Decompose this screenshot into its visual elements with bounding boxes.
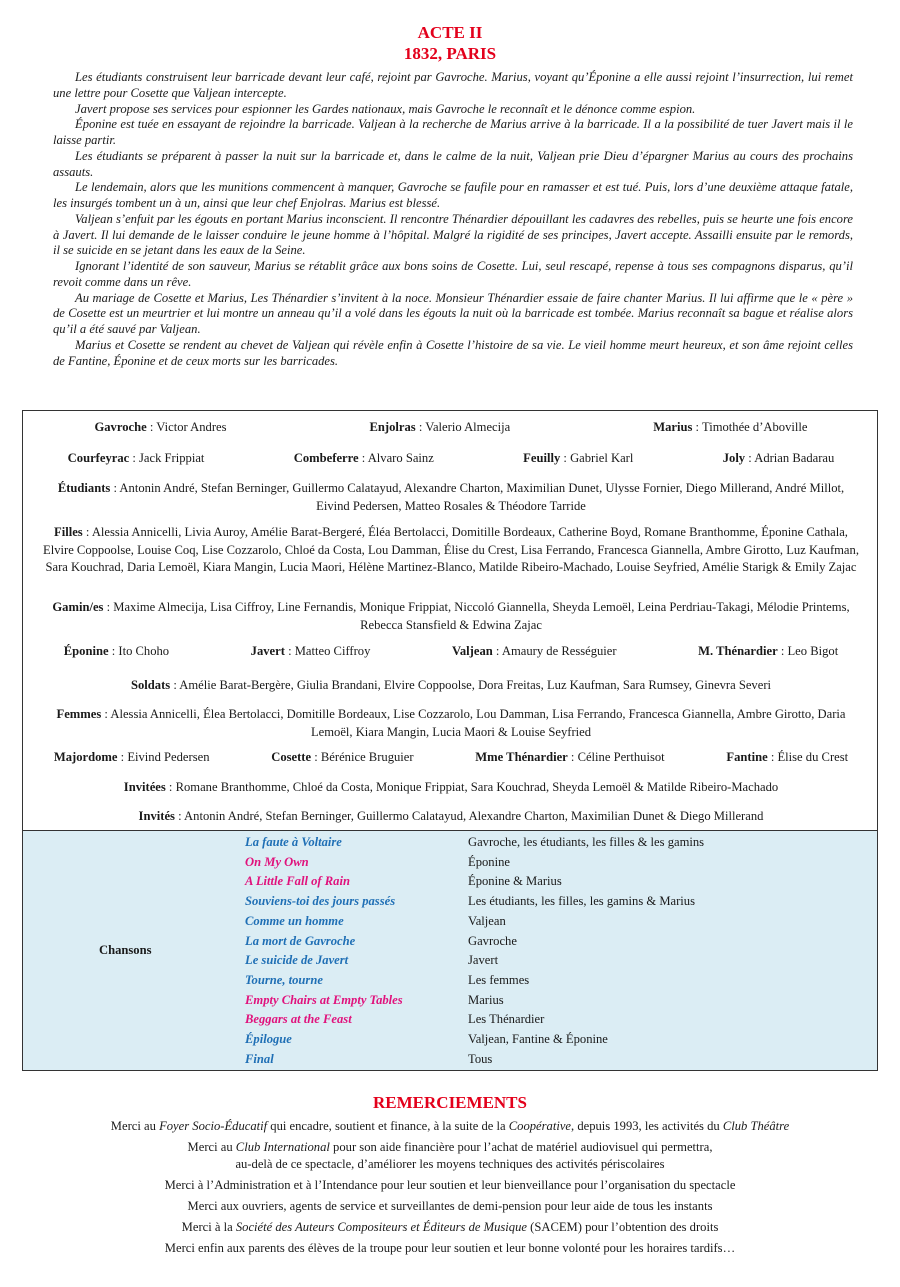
role-name: Marius bbox=[653, 420, 693, 434]
song-performers: Javert bbox=[468, 953, 499, 968]
cast-row-leads bbox=[23, 644, 879, 659]
cast-group-femmes: Femmes : Alessia Annicelli, Élea Bertolacci, Domitille Bordeaux, Lise Cozzarolo, Lou Damman, Lisa Ferrando, Francesca Giannella, Ambre Girotto, Daria Lemoël, Kiara Mangin, Lucia Maori & Louise Seyfried bbox=[56, 707, 846, 739]
song-performers: Marius bbox=[468, 992, 504, 1007]
role-name: M. Thénardier bbox=[698, 644, 778, 658]
songs-label: Chansons bbox=[99, 943, 152, 957]
actor-list: Amélie Barat-Bergère, Giulia Brandani, Elvire Coppoolse, Dora Freitas, Luz Kaufman, Sara Rumsey, Ginevra Severi bbox=[179, 678, 772, 692]
song-row bbox=[23, 914, 879, 934]
thanks-text: (SACEM) pour l’obtention des droits bbox=[527, 1220, 719, 1234]
actor-name: Matteo Ciffroy bbox=[294, 644, 371, 658]
thanks-text: Merci au bbox=[187, 1140, 236, 1154]
cast-entry: Joly : Adrian Badarau bbox=[722, 451, 835, 465]
song-title: Beggars at the Feast bbox=[245, 1012, 352, 1027]
song-title: Comme un homme bbox=[245, 913, 344, 928]
actor-list: Antonin André, Stefan Berninger, Guillermo Calatayud, Alexandre Charton, Maximilian Dunet, Ulysse Fornier, Diego Millerand, André Millot, Eivind Pedersen, Matteo Rosales & Théodore Tarride bbox=[119, 481, 845, 513]
actor-name: Victor Andres bbox=[156, 420, 227, 434]
song-row bbox=[23, 1052, 879, 1072]
actor-name: Gabriel Karl bbox=[570, 451, 634, 465]
cast-group-invitees: Invitées : Romane Branthomme, Chloé da Costa, Monique Frippiat, Sara Kouchrad, Sheyda Lemoël & Matilde Ribeiro-Machado bbox=[123, 780, 779, 794]
actor-name: Timothée d’Aboville bbox=[701, 420, 808, 434]
song-row bbox=[23, 835, 879, 855]
role-name: Majordome bbox=[53, 750, 118, 764]
cast-row-students-named bbox=[23, 451, 879, 466]
role-name: Combeferre bbox=[293, 451, 359, 465]
cast-group-filles: Filles : Alessia Annicelli, Livia Auroy, Amélie Barat-Bergeré, Éléa Bertolacci, Domitille Bordeaux, Catherine Boyd, Romane Branthomme, Éponine Cathala, Elvire Coppoolse, Louise Coq, Lise Cozzarolo, Chloé da Costa, Lou Damman, Élise du Crest, Lisa Ferrando, Francesca Giannella, Ambre Girotto, Luz Kaufman, Sara Kouchrad, Daria Lemoël, Kiara Mangin, Lucia Maori, Hélène Martinez-Blanco, Matilde Ribeiro-Machado, Louise Seyfried, Amélie Starigk & Emily Zajac bbox=[43, 525, 859, 574]
song-title: On My Own bbox=[245, 854, 309, 869]
song-performers: Gavroche bbox=[468, 933, 517, 948]
song-title: La mort de Gavroche bbox=[245, 933, 356, 948]
actor-name: Alvaro Sainz bbox=[367, 451, 434, 465]
cast-entry: Javert : Matteo Ciffroy bbox=[250, 644, 371, 658]
synopsis-paragraph: Javert propose ses services pour espionner les Gardes nationaux, mais Gavroche le reconnaît et le dénonce comme espion. bbox=[75, 101, 696, 116]
actor-list: Antonin André, Stefan Berninger, Guillermo Calatayud, Alexandre Charton, Maximilian Dunet & Diego Millerand bbox=[184, 809, 764, 823]
thanks-text: Club International bbox=[235, 1140, 330, 1154]
song-performers: Valjean bbox=[468, 913, 506, 928]
actor-list: Alessia Annicelli, Élea Bertolacci, Domitille Bordeaux, Lise Cozzarolo, Lou Damman, Lisa Ferrando, Francesca Giannella, Ambre Girotto, Daria Lemoël, Kiara Mangin, Lucia Maori & Louise Seyfried bbox=[110, 707, 846, 739]
cast-table bbox=[22, 410, 878, 830]
song-performers: Les femmes bbox=[468, 972, 530, 987]
role-name: Courfeyrac bbox=[67, 451, 130, 465]
song-performers: Tous bbox=[468, 1051, 493, 1066]
cast-entry: Gavroche : Victor Andres bbox=[94, 420, 227, 434]
role-name: Cosette bbox=[271, 750, 312, 764]
thanks-text: Foyer Socio-Éducatif bbox=[159, 1119, 268, 1133]
thanks-text: pour son aide financière pour l’achat de matériel audiovisuel qui permettra, bbox=[329, 1140, 713, 1154]
synopsis-paragraph: Éponine est tuée en essayant de rejoindre la barricade. Valjean à la recherche de Marius arrive à la barricade. Il a la possibilité de tuer Javert mais il le laisse partir. bbox=[53, 117, 853, 147]
cast-group-invites: Invités : Antonin André, Stefan Berninger, Guillermo Calatayud, Alexandre Charton, Maximilian Dunet & Diego Millerand bbox=[138, 809, 764, 823]
role-name: Femmes bbox=[56, 707, 102, 721]
cast-entry: Majordome : Eivind Pedersen bbox=[53, 750, 210, 764]
song-row bbox=[23, 1032, 879, 1052]
role-name: Invitées bbox=[123, 780, 166, 794]
actor-list: Alessia Annicelli, Livia Auroy, Amélie Barat-Bergeré, Éléa Bertolacci, Domitille Bordeaux, Catherine Boyd, Romane Branthomme, Éponine Cathala, Elvire Coppoolse, Louise Coq, Lise Cozzarolo, Chloé da Costa, Lou Damman, Élise du Crest, Lisa Ferrando, Francesca Giannella, Ambre Girotto, Luz Kaufman, Sara Kouchrad, Daria Lemoël, Kiara Mangin, Lucia Maori, Hélène Martinez-Blanco, Matilde Ribeiro-Machado, Louise Seyfried, Amélie Starigk & Emily Zajac bbox=[43, 525, 859, 574]
role-name: Gamin/es bbox=[52, 600, 104, 614]
synopsis-paragraph: Ignorant l’identité de son sauveur, Marius se rétablit grâce aux bons soins de Cosette. Lui, seul rescapé, repense à tous ses compagnons disparus, qu’il revoit comme dans un rêve. bbox=[53, 259, 853, 289]
cast-group-gamins: Gamin/es : Maxime Almecija, Lisa Ciffroy, Line Fernandis, Monique Frippiat, Niccoló Giannella, Sheyda Lemoël, Leina Perdriau-Takagi, Mélodie Printems, Rebecca Stansfield & Edwina Zajac bbox=[52, 600, 850, 632]
synopsis-paragraph: Le lendemain, alors que les munitions commencent à manquer, Gavroche se faufile pour en ramasser et est tué. Puis, lors d’une deuxième attaque fatale, les insurgés tombent un à un, ainsi que leur chef Enjolras. Marius est blessé. bbox=[53, 180, 853, 210]
cast-row-wedding bbox=[23, 750, 879, 765]
actor-name: Eivind Pedersen bbox=[127, 750, 210, 764]
actor-name: Bérénice Bruguier bbox=[320, 750, 414, 764]
song-row bbox=[23, 855, 879, 875]
song-row bbox=[23, 934, 879, 954]
actor-name: Ito Choho bbox=[118, 644, 170, 658]
cast-entry: Combeferre : Alvaro Sainz bbox=[293, 451, 434, 465]
role-name: Fantine bbox=[726, 750, 768, 764]
synopsis-paragraph: Les étudiants construisent leur barricade devant leur café, rejoint par Gavroche. Marius, voyant qu’Éponine a elle aussi rejoint l’insurrection, lui remet une lettre pour Cosette que Valjean intercepte. bbox=[53, 70, 853, 100]
role-name: Éponine bbox=[63, 644, 109, 658]
song-title: Épilogue bbox=[245, 1032, 292, 1046]
role-name: Valjean bbox=[451, 644, 493, 658]
role-name: Soldats bbox=[130, 678, 171, 692]
cast-row-principals bbox=[23, 420, 879, 435]
song-title: Le suicide de Javert bbox=[245, 953, 349, 968]
act-title: ACTE II bbox=[417, 23, 483, 42]
thanks-text: , depuis 1993, les activités du bbox=[571, 1119, 723, 1133]
cast-entry: Cosette : Bérénice Bruguier bbox=[271, 750, 414, 764]
synopsis bbox=[53, 70, 853, 369]
synopsis-paragraph: Au mariage de Cosette et Marius, Les Thénardier s’invitent à la noce. Monsieur Thénardier essaie de faire chanter Marius. Il lui affirme que le « père » de Cosette est un meurtrier et lui montre un anneau qu’il a volé dans les égouts la nuit où la barricade est tombée. Marius reconnaît sa bague et réalise alors qu’il a été sauvé par Valjean. bbox=[53, 290, 853, 336]
synopsis-paragraph: Les étudiants se préparent à passer la nuit sur la barricade et, dans le calme de la nuit, Valjean prie Dieu d’épargner Marius au cours des prochains assauts. bbox=[53, 148, 853, 179]
song-row bbox=[23, 1012, 879, 1032]
song-performers: Les Thénardier bbox=[468, 1012, 545, 1027]
song-row bbox=[23, 874, 879, 894]
songs-table bbox=[22, 830, 878, 1071]
act-header bbox=[0, 22, 900, 64]
song-row bbox=[23, 894, 879, 914]
thanks-line bbox=[40, 1219, 860, 1236]
cast-entry: Enjolras : Valerio Almecija bbox=[369, 420, 511, 434]
thanks-text: Coopérative bbox=[508, 1119, 572, 1133]
synopsis-paragraph: Valjean s’enfuit par les égouts en portant Marius inconscient. Il rencontre Thénardier dépouillant les cadavres des rebelles, puis se heurte une fois encore à Javert. Il lui demande de le laisser conduire le jeune homme à l’hôpital. Malgré la rigidité de ses principes, Javert accepte. Assailli ensuite par le remords, il se suicide en se jetant dans les eaux de la Seine. bbox=[53, 211, 853, 258]
actor-name: Amaury de Rességuier bbox=[501, 644, 617, 658]
actor-list: Romane Branthomme, Chloé da Costa, Monique Frippiat, Sara Kouchrad, Sheyda Lemoël & Matilde Ribeiro-Machado bbox=[175, 780, 779, 794]
thanks-text: au-delà de ce spectacle, d’améliorer les moyens techniques des activités périscolaires bbox=[235, 1157, 665, 1171]
thanks-line: Merci enfin aux parents des élèves de la troupe pour leur soutien et leur bonne volonté pour les horaires tardifs… bbox=[164, 1241, 736, 1255]
song-title: Empty Chairs at Empty Tables bbox=[245, 992, 403, 1007]
song-row bbox=[23, 973, 879, 993]
role-name: Gavroche bbox=[94, 420, 147, 434]
role-name: Joly bbox=[722, 451, 746, 465]
thanks-text: qui encadre, soutient et finance, à la suite de la bbox=[267, 1119, 509, 1133]
thanks-line bbox=[40, 1118, 860, 1135]
thanks-text: Club Théâtre bbox=[722, 1119, 790, 1133]
cast-entry: Feuilly : Gabriel Karl bbox=[523, 451, 634, 465]
thanks-section bbox=[40, 1118, 860, 1261]
song-title: Souviens-toi des jours passés bbox=[245, 894, 396, 909]
song-performers: Valjean, Fantine & Éponine bbox=[468, 1032, 608, 1046]
role-name: Mme Thénardier bbox=[475, 750, 568, 764]
thanks-text: Merci à la bbox=[181, 1220, 236, 1234]
song-performers: Gavroche, les étudiants, les filles & les gamins bbox=[468, 835, 705, 849]
cast-entry: Éponine : Ito Choho bbox=[63, 644, 170, 658]
song-performers: Éponine bbox=[468, 854, 510, 869]
cast-entry: Mme Thénardier : Céline Perthuisot bbox=[475, 750, 665, 764]
song-performers: Éponine & Marius bbox=[468, 874, 562, 889]
cast-group-etudiants: Étudiants : Antonin André, Stefan Berninger, Guillermo Calatayud, Alexandre Charton, Maximilian Dunet, Ulysse Fornier, Diego Millerand, André Millot, Eivind Pedersen, Matteo Rosales & Théodore Tarride bbox=[57, 481, 845, 513]
synopsis-paragraph: Marius et Cosette se rendent au chevet de Valjean qui révèle enfin à Cosette l’histoire de sa vie. Le vieil homme meurt heureux, et son âme rejoint celles de Fantine, Éponine et de ceux morts sur les barricades. bbox=[53, 337, 853, 368]
song-title: Final bbox=[245, 1051, 274, 1066]
actor-name: Céline Perthuisot bbox=[577, 750, 665, 764]
role-name: Feuilly bbox=[523, 451, 561, 465]
role-name: Filles bbox=[54, 525, 83, 539]
thanks-title: REMERCIEMENTS bbox=[373, 1093, 527, 1112]
song-row bbox=[23, 953, 879, 973]
song-title: La faute à Voltaire bbox=[245, 835, 342, 849]
song-row bbox=[23, 993, 879, 1013]
actor-list: Maxime Almecija, Lisa Ciffroy, Line Fernandis, Monique Frippiat, Niccoló Giannella, Sheyda Lemoël, Leina Perdriau-Takagi, Mélodie Printems, Rebecca Stansfield & Edwina Zajac bbox=[113, 600, 850, 632]
cast-entry: Fantine : Élise du Crest bbox=[726, 750, 849, 764]
thanks-line bbox=[40, 1139, 860, 1173]
role-name: Invités bbox=[138, 809, 175, 823]
actor-name: Valerio Almecija bbox=[425, 420, 511, 434]
cast-entry: Courfeyrac : Jack Frippiat bbox=[67, 451, 205, 465]
role-name: Javert bbox=[250, 644, 285, 658]
thanks-line: Merci à l’Administration et à l’Intendance pour leur soutien et leur bienveillance pour l’organisation du spectacle bbox=[164, 1178, 736, 1192]
cast-group-soldats: Soldats : Amélie Barat-Bergère, Giulia Brandani, Elvire Coppoolse, Dora Freitas, Luz Kaufman, Sara Rumsey, Ginevra Severi bbox=[130, 678, 772, 692]
actor-name: Leo Bigot bbox=[787, 644, 839, 658]
role-name: Enjolras bbox=[369, 420, 416, 434]
thanks-text: Société des Auteurs Compositeurs et Éditeurs de Musique bbox=[235, 1220, 527, 1234]
song-performers: Les étudiants, les filles, les gamins & Marius bbox=[468, 894, 696, 909]
thanks-line: Merci aux ouvriers, agents de service et surveillantes de demi-pension pour leur aide de tous les instants bbox=[187, 1199, 713, 1213]
actor-name: Élise du Crest bbox=[777, 750, 849, 764]
cast-entry: M. Thénardier : Leo Bigot bbox=[698, 644, 839, 658]
actor-name: Adrian Badarau bbox=[754, 451, 835, 465]
cast-entry: Marius : Timothée d’Aboville bbox=[653, 420, 808, 434]
cast-entry: Valjean : Amaury de Rességuier bbox=[451, 644, 617, 658]
act-place: 1832, PARIS bbox=[403, 44, 497, 63]
song-title: Tourne, tourne bbox=[245, 972, 323, 987]
thanks-text: Merci au bbox=[110, 1119, 160, 1133]
actor-name: Jack Frippiat bbox=[139, 451, 205, 465]
role-name: Étudiants bbox=[57, 481, 111, 495]
song-title: A Little Fall of Rain bbox=[245, 874, 350, 889]
